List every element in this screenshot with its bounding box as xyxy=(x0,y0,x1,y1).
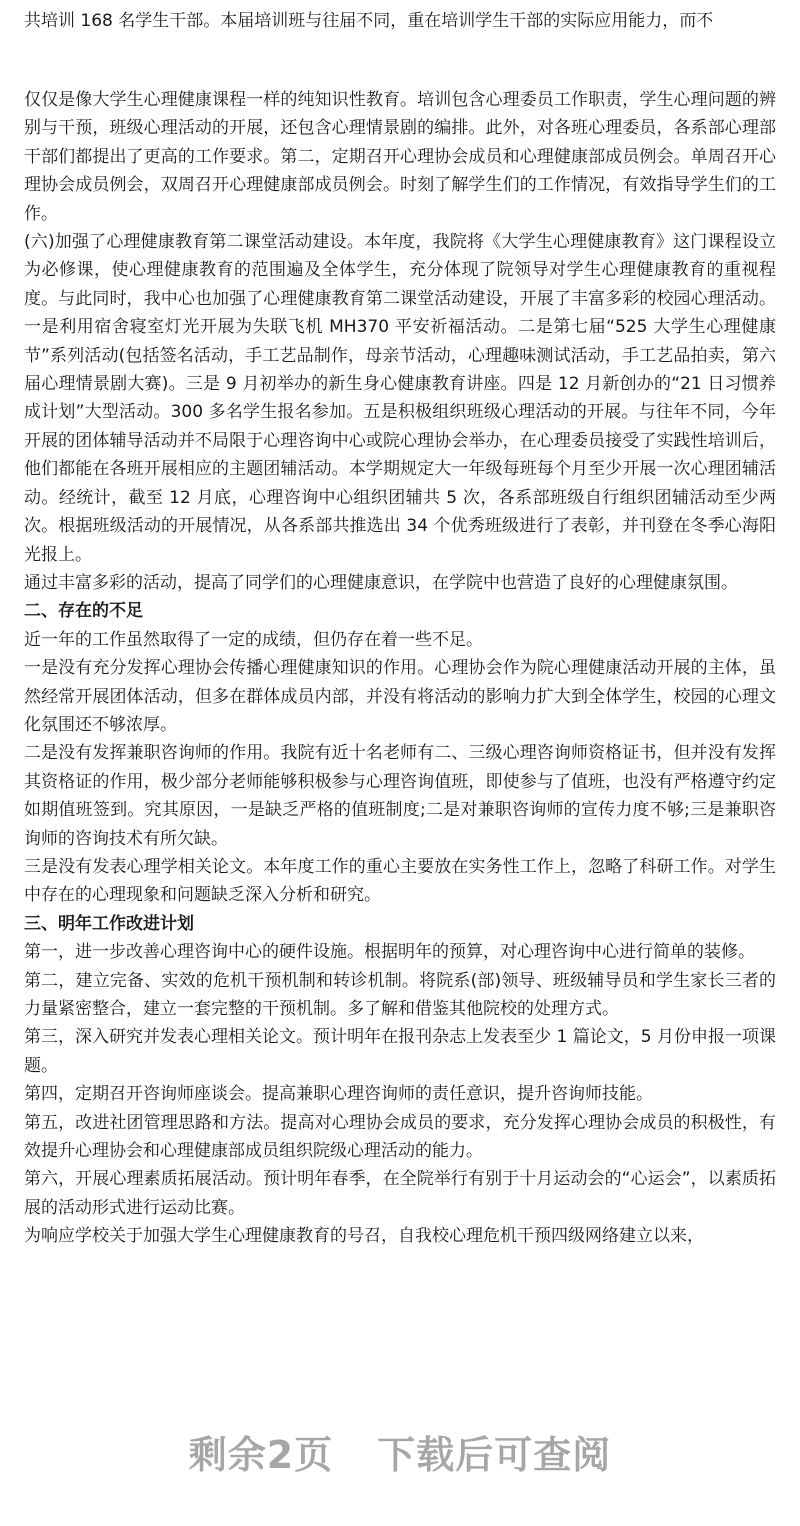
paragraph: 第五，改进社团管理思路和方法。提高对心理协会成员的要求，充分发挥心理协会成员的积极性，有效提升心理协会和心理健康部成员组织院级心理活动的能力。 xyxy=(24,1112,776,1162)
section-heading: 二、存在的不足 xyxy=(24,601,143,622)
paragraph: 第三，深入研究并发表心理相关论文。预计明年在报刊杂志上发表至少 1 篇论文，5 月份申报一项课题。 xyxy=(24,1027,776,1076)
paragraph: 三是没有发表心理学相关论文。本年度工作的重心主要放在实务性工作上，忽略了科研工作。对学生中存在的心理现象和问题缺乏深入分析和研究。 xyxy=(24,856,776,906)
paragraph: 第一，进一步改善心理咨询中心的硬件设施。根据明年的预算，对心理咨询中心进行简单的装修。 xyxy=(24,942,755,963)
remaining-pages-text: 剩余2页 xyxy=(188,1433,334,1477)
document-body xyxy=(24,86,776,1251)
paragraph: (六)加强了心理健康教育第二课堂活动建设。本年度，我院将《大学生心理健康教育》这门课程设立为必修课，使心理健康教育的范围遍及全体学生，充分体现了院领导对学生心理健康教育的重视程度。与此同时，我中心也加强了心理健康教育第二课堂活动建设，开展了丰富多彩的校园心理活动。一是利用宿舍寝室灯光开展为失联飞机 MH370 平安祈福活动。二是第七届“525 大学生心理健康节”系列活动(包括签名活动，手工艺品制作，母亲节活动，心理趣味测试活动，手工艺品拍卖，第六届心理情景剧大赛)。三是 9 月初举办的新生身心健康教育讲座。四是 12 月新创办的“21 日习惯养成计划”大型活动。300 多名学生报名参加。五是积极组织班级心理活动的开展。与往年不同，今年开展的团体辅导活动并不局限于心理咨询中心或院心理协会举办，在心理委员接受了实践性培训后，他们都能在各班开展相应的主题团辅活动。本学期规定大一年级每班每个月至少开展一次心理团辅活动。经统计，截至 12 月底，心理咨询中心组织团辅共 5 次，各系部班级自行组织团辅活动至少两次。根据班级活动的开展情况，从各系部共推选出 34 个优秀班级进行了表彰，并刊登在冬季心海阳光报上。 xyxy=(24,232,776,565)
section-heading: 三、明年工作改进计划 xyxy=(24,913,194,934)
paragraph: 通过丰富多彩的活动，提高了同学们的心理健康意识，在学院中也营造了良好的心理健康氛围。 xyxy=(24,572,738,593)
paragraph: 第二，建立完备、实效的危机干预机制和转诊机制。将院系(部)领导、班级辅导员和学生家长三者的力量紧密整合，建立一套完整的干预机制。多了解和借鉴其他院校的处理方式。 xyxy=(24,970,776,1019)
download-prompt[interactable] xyxy=(0,1424,800,1479)
paragraph: 第六，开展心理素质拓展活动。预计明年春季，在全院举行有别于十月运动会的“心运会”，以素质拓展的活动形式进行运动比赛。 xyxy=(24,1169,776,1218)
paragraph: 二是没有发挥兼职咨询师的作用。我院有近十名老师有二、三级心理咨询师资格证书，但并没有发挥其资格证的作用，极少部分老师能够积极参与心理咨询值班，即使参与了值班，也没有严格遵守约定如期值班签到。究其原因，一是缺乏严格的值班制度;二是对兼职咨询师的宣传力度不够;三是兼职咨询师的咨询技术有所欠缺。 xyxy=(24,743,776,849)
paragraph: 近一年的工作虽然取得了一定的成绩，但仍存在着一些不足。 xyxy=(24,629,483,650)
paragraph: 一是没有充分发挥心理协会传播心理健康知识的作用。心理协会作为院心理健康活动开展的主体，虽然经常开展团体活动，但多在群体成员内部，并没有将活动的影响力扩大到全体学生，校园的心理文化氛围还不够浓厚。 xyxy=(24,658,776,735)
page-top-line: 共培训 168 名学生干部。本届培训班与往届不同，重在培训学生干部的实际应用能力，而不 xyxy=(24,11,714,31)
paragraph: 为响应学校关于加强大学生心理健康教育的号召，自我校心理危机干预四级网络建立以来， xyxy=(24,1226,704,1247)
paragraph: 仅仅是像大学生心理健康课程一样的纯知识性教育。培训包含心理委员工作职责，学生心理问题的辨别与干预，班级心理活动的开展，还包含心理情景剧的编排。此外，对各班心理委员，各系部心理部干部们都提出了更高的工作要求。第二，定期召开心理协会成员和心理健康部成员例会。单周召开心理协会成员例会，双周召开心理健康部成员例会。时刻了解学生们的工作情况，有效指导学生们的工作。 xyxy=(24,90,776,224)
download-to-view-text[interactable]: 下载后可查阅 xyxy=(377,1433,612,1477)
paragraph: 第四，定期召开咨询师座谈会。提高兼职心理咨询师的责任意识，提升咨询师技能。 xyxy=(24,1084,653,1105)
